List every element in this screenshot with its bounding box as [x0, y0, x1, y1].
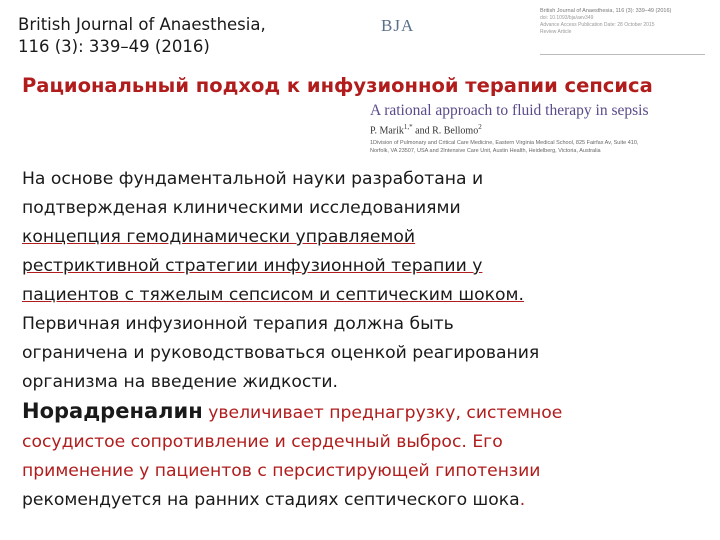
noradrenaline-term: Норадреналин	[22, 399, 203, 423]
body-line-red: сосудистое сопротивление и сердечный выброс. Его	[22, 432, 503, 452]
bja-logo: BJA	[381, 16, 415, 35]
affiliation-line: 1Division of Pulmonary and Critical Care Medicine, Eastern Virginia Medical School, 825 Fairfax Av, Suite 410,	[370, 140, 639, 147]
header-meta-line: doi: 10.1093/bja/aev349	[540, 15, 594, 21]
body-line: подтвержденая клиническими исследованиями	[22, 198, 461, 218]
citation-volume-pages: 116 (3): 339–49 (2016)	[18, 37, 210, 56]
author-connector: and R. Bellomo	[412, 125, 479, 137]
header-meta-line: British Journal of Anaesthesia, 116 (3): 339–49 (2016)	[540, 8, 672, 14]
body-line-red: применение у пациентов с персистирующей гипотензии	[22, 461, 541, 481]
body-line: На основе фундаментальной науки разработана и	[22, 169, 484, 189]
body-line: ограничена и руководствоваться оценкой реагирования	[22, 343, 540, 363]
body-line-underlined: концепция гемодинамически управляемой	[22, 227, 416, 247]
article-header-meta	[540, 8, 715, 36]
article-authors	[370, 123, 710, 136]
body-line: Первичная инфузионной терапия должна быть	[22, 314, 454, 334]
author-1-affiliation-mark: 1,*	[403, 123, 413, 131]
body-line-text: рекомендуется на ранних стадиях септического шока	[22, 490, 520, 510]
header-meta-line: Advance Access Publication Date: 28 October 2015	[540, 22, 655, 28]
citation-journal: British Journal of Anaesthesia,	[18, 15, 266, 34]
article-snippet	[370, 102, 710, 155]
journal-citation	[18, 14, 348, 58]
author-1: P. Marik	[370, 125, 404, 137]
body-line: организма на введение жидкости.	[22, 372, 338, 392]
slide-body	[22, 165, 712, 515]
body-line	[22, 397, 712, 428]
body-line-underlined: рестриктивной стратегии инфузионной терапии у	[22, 256, 483, 276]
body-line	[22, 486, 712, 515]
header-divider	[540, 54, 705, 55]
header-meta-line: Review Article	[540, 29, 572, 35]
article-title: A rational approach to fluid therapy in sepsis	[370, 102, 649, 119]
slide-title: Рациональный подход к инфузионной терапии сепсиса	[22, 74, 653, 97]
author-2-affiliation-mark: 2	[478, 123, 482, 131]
article-affiliations	[370, 140, 710, 155]
body-line-red: увеличивает преднагрузку, системное	[202, 403, 563, 423]
body-line-underlined: пациентов с тяжелым сепсисом и септическим шоком.	[22, 285, 524, 305]
final-period: .	[519, 490, 526, 510]
affiliation-line: Norfolk, VA 23507, USA and 2Intensive Care Unit, Austin Health, Heidelberg, Victoria, Australia	[370, 147, 601, 154]
